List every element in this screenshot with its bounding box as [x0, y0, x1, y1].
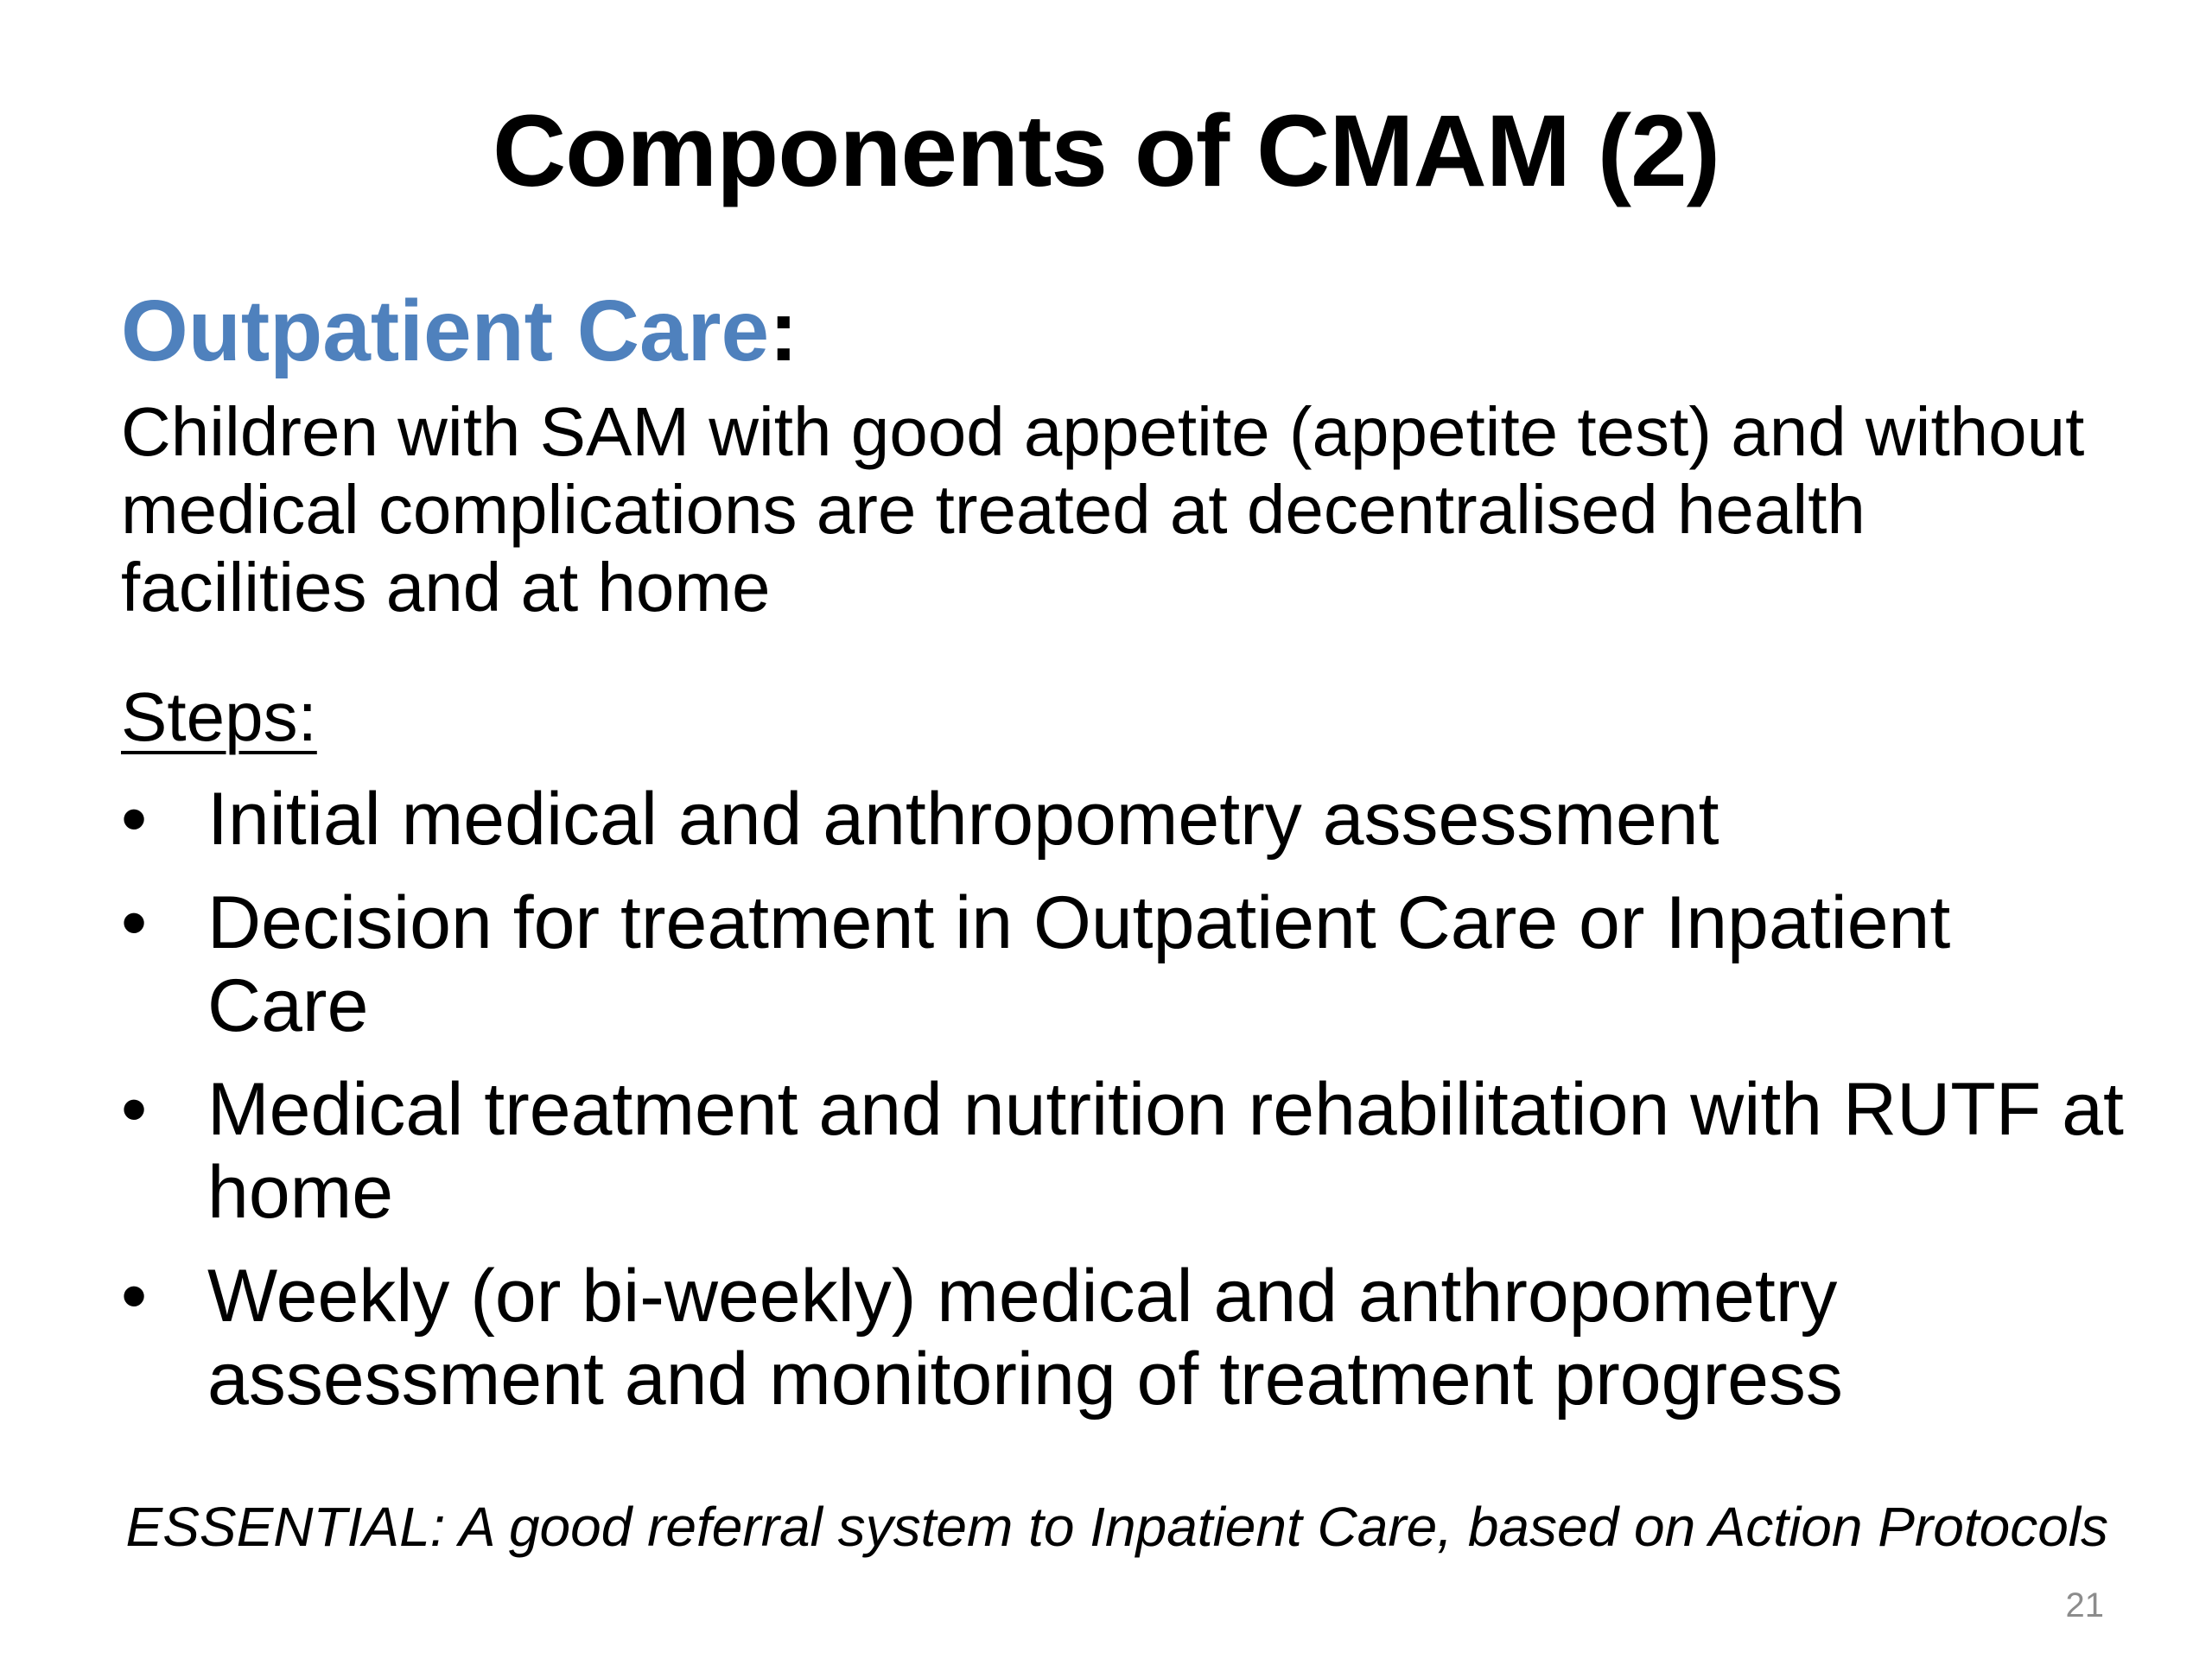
bullet-icon: •: [121, 778, 148, 861]
intro-paragraph: Children with SAM with good appetite (appetite test) and without medical complications are treated at decentralised health facilities and at home: [121, 393, 2085, 626]
bullet-icon: •: [121, 1255, 148, 1338]
list-item: [121, 1068, 2126, 1234]
page-number: 21: [2065, 1586, 2104, 1624]
section-heading: [121, 275, 798, 387]
steps-label: Steps:: [121, 678, 317, 755]
essential-note: ESSENTIAL: A good referral system to Inpatient Care, based on Action Protocols: [125, 1496, 2108, 1558]
step-text: Decision for treatment in Outpatient Care or Inpatient Care: [207, 881, 1951, 1047]
steps-list: [121, 778, 2126, 1441]
list-item: [121, 778, 2126, 861]
step-text: Initial medical and anthropometry assessment: [207, 778, 1719, 861]
section-heading-colon: :: [769, 283, 798, 379]
step-text: Medical treatment and nutrition rehabilitation with RUTF at home: [207, 1068, 2124, 1234]
slide-title: Components of CMAM (2): [492, 94, 1720, 208]
section-heading-accent: Outpatient Care: [121, 283, 770, 379]
list-item: [121, 881, 2126, 1047]
step-text: Weekly (or bi-weekly) medical and anthropometry assessment and monitoring of treatment progress: [207, 1255, 1843, 1421]
bullet-icon: •: [121, 881, 148, 964]
list-item: [121, 1255, 2126, 1421]
bullet-icon: •: [121, 1068, 148, 1151]
